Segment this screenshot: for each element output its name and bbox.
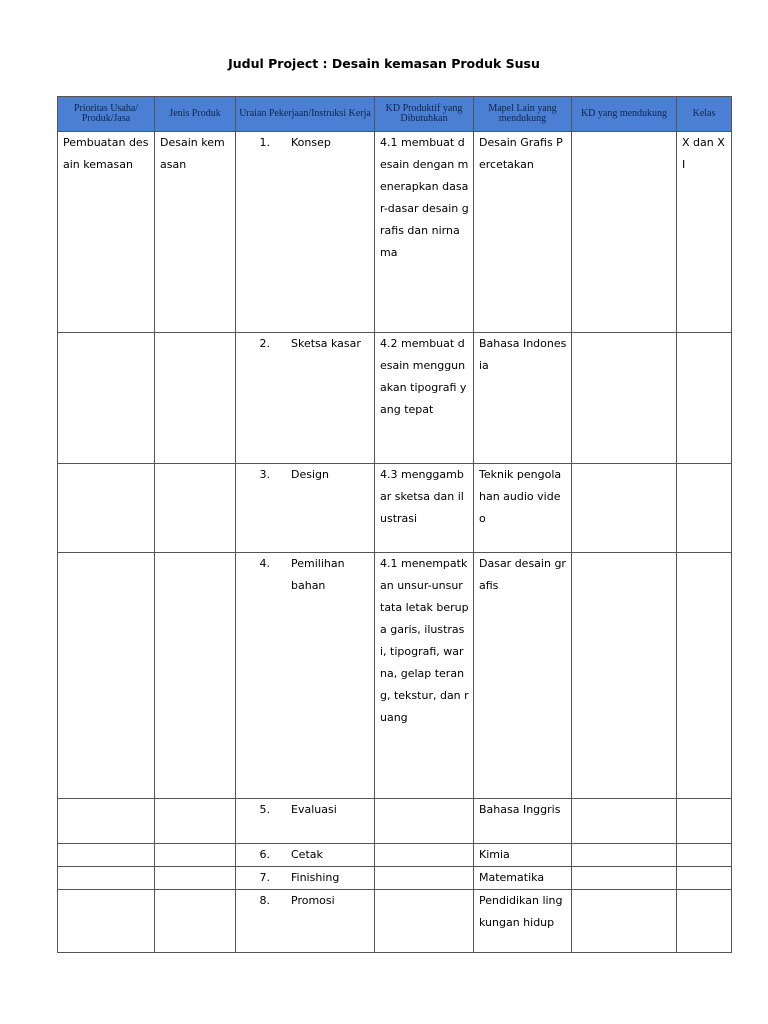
cell-kelas — [677, 333, 732, 464]
cell-kelas — [677, 867, 732, 890]
cell-jenis — [155, 890, 236, 953]
cell-mapel: Desain Grafis Percetakan — [474, 132, 572, 333]
cell-kd-mendukung — [572, 867, 677, 890]
cell-kd-mendukung — [572, 333, 677, 464]
cell-uraian — [236, 867, 375, 890]
cell-mapel: Bahasa Indonesia — [474, 333, 572, 464]
table-row — [58, 799, 732, 844]
step-number: 3. — [259, 468, 270, 481]
cell-prioritas — [58, 553, 155, 799]
step-number: 2. — [259, 337, 270, 350]
step-text: Konsep — [291, 136, 331, 149]
cell-mapel: Dasar desain grafis — [474, 553, 572, 799]
cell-mapel: Teknik pengolahan audio video — [474, 464, 572, 553]
cell-jenis — [155, 867, 236, 890]
cell-mapel: Matematika — [474, 867, 572, 890]
step-number: 5. — [259, 803, 270, 816]
cell-uraian — [236, 799, 375, 844]
header-uraian-pekerjaan: Uraian Pekerjaan/Instruksi Kerja — [236, 97, 375, 132]
step-text: Finishing — [291, 871, 340, 884]
cell-uraian — [236, 464, 375, 553]
cell-kelas: X dan XI — [677, 132, 732, 333]
header-prioritas: Prioritas Usaha/ Produk/Jasa — [58, 97, 155, 132]
table-row — [58, 844, 732, 867]
cell-jenis — [155, 333, 236, 464]
header-kd-produktif: KD Produktif yang Dibutuhkan — [375, 97, 474, 132]
cell-kd-mendukung — [572, 553, 677, 799]
cell-prioritas — [58, 867, 155, 890]
cell-kelas — [677, 890, 732, 953]
project-table — [57, 96, 732, 953]
cell-kd-produktif: 4.1 membuat desain dengan menerapkan dasar-dasar desain grafis dan nirnama — [375, 132, 474, 333]
cell-kelas — [677, 553, 732, 799]
header-row — [58, 97, 732, 132]
page-title: Judul Project : Desain kemasan Produk Susu — [228, 56, 540, 71]
cell-jenis — [155, 464, 236, 553]
table-row — [58, 464, 732, 553]
cell-mapel: Bahasa Inggris — [474, 799, 572, 844]
header-kelas: Kelas — [677, 97, 732, 132]
header-jenis-produk: Jenis Produk — [155, 97, 236, 132]
step-text: Cetak — [291, 848, 323, 861]
step-text: Evaluasi — [291, 803, 337, 816]
cell-prioritas — [58, 799, 155, 844]
cell-jenis — [155, 553, 236, 799]
cell-kd-produktif: 4.3 menggambar sketsa dan ilustrasi — [375, 464, 474, 553]
cell-prioritas — [58, 464, 155, 553]
cell-jenis — [155, 799, 236, 844]
cell-prioritas — [58, 333, 155, 464]
cell-uraian — [236, 890, 375, 953]
table-row — [58, 867, 732, 890]
step-text: Design — [291, 468, 329, 481]
header-kd-mendukung: KD yang mendukung — [572, 97, 677, 132]
cell-kd-produktif — [375, 867, 474, 890]
step-number: 4. — [259, 557, 270, 570]
cell-kd-mendukung — [572, 890, 677, 953]
step-number: 8. — [259, 894, 270, 907]
cell-mapel: Pendidikan lingkungan hidup — [474, 890, 572, 953]
table-row — [58, 333, 732, 464]
cell-kd-produktif — [375, 799, 474, 844]
step-number: 6. — [259, 848, 270, 861]
step-text: Pemilihan bahan — [291, 557, 345, 592]
cell-kelas — [677, 844, 732, 867]
cell-kd-produktif — [375, 844, 474, 867]
cell-kd-mendukung — [572, 464, 677, 553]
cell-kd-produktif: 4.2 membuat desain menggunakan tipografi yang tepat — [375, 333, 474, 464]
table-row — [58, 132, 732, 333]
cell-kd-mendukung — [572, 844, 677, 867]
step-text: Sketsa kasar — [291, 337, 361, 350]
table-row — [58, 553, 732, 799]
cell-kelas — [677, 799, 732, 844]
cell-uraian — [236, 553, 375, 799]
cell-kd-produktif: 4.1 menempatkan unsur-unsur tata letak berupa garis, ilustrasi, tipografi, warna, gelap terang, tekstur, dan ruang — [375, 553, 474, 799]
cell-kd-produktif — [375, 890, 474, 953]
cell-prioritas — [58, 844, 155, 867]
cell-jenis: Desain kemasan — [155, 132, 236, 333]
table-row — [58, 890, 732, 953]
cell-uraian — [236, 333, 375, 464]
cell-mapel: Kimia — [474, 844, 572, 867]
cell-uraian — [236, 132, 375, 333]
cell-kd-mendukung — [572, 799, 677, 844]
cell-kd-mendukung — [572, 132, 677, 333]
cell-prioritas — [58, 890, 155, 953]
cell-uraian — [236, 844, 375, 867]
cell-kelas — [677, 464, 732, 553]
cell-prioritas: Pembuatan desain kemasan — [58, 132, 155, 333]
step-number: 1. — [259, 136, 270, 149]
cell-jenis — [155, 844, 236, 867]
step-text: Promosi — [291, 894, 335, 907]
header-mapel-lain: Mapel Lain yang mendukung — [474, 97, 572, 132]
step-number: 7. — [259, 871, 270, 884]
